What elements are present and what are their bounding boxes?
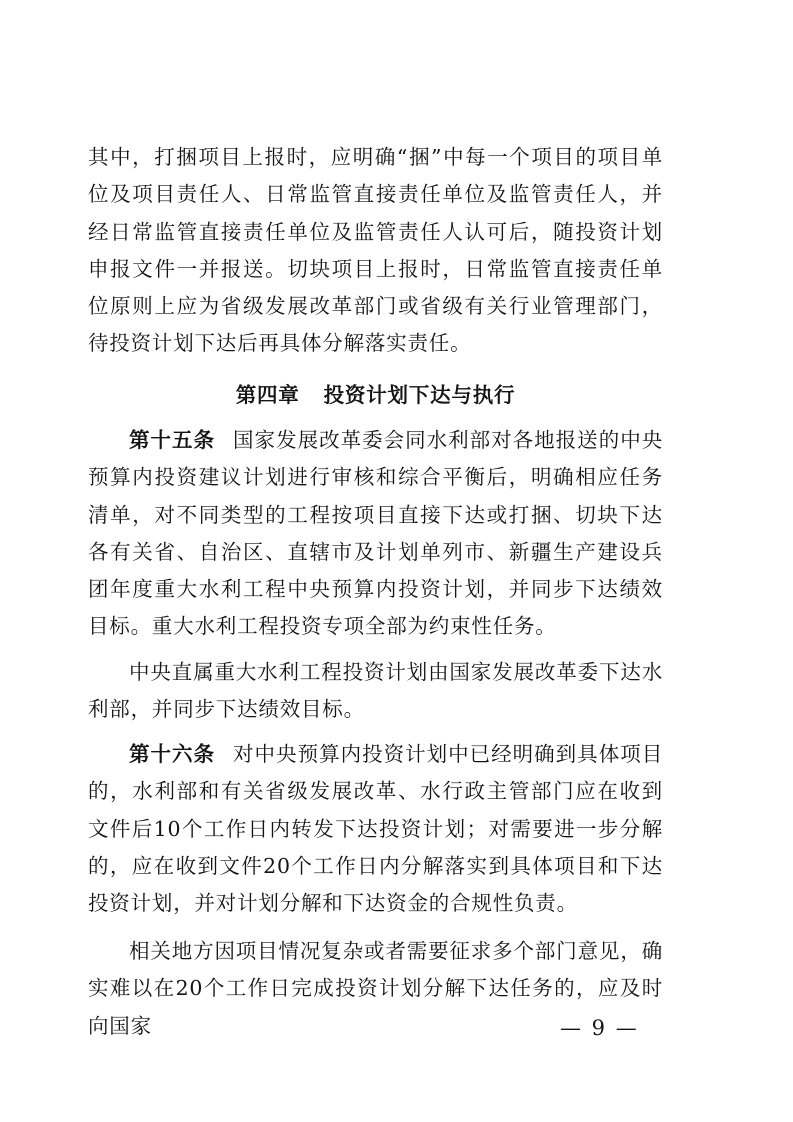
paragraph-central-projects: 中央直属重大水利工程投资计划由国家发展改革委下达水利部，并同步下达绩效目标。 [88, 660, 663, 722]
article-16-text: 对中央预算内投资计划中已经明确到具体项目的，水利部和有关省级发展改革、水行政主管部门应在收到文件后10个工作日内转发下达投资计划；对需要进一步分解的，应在收到文件20个工作日内分解落实到具体项目和下达投资计划，并对计划分解和下达资金的合规性负责。 [88, 742, 664, 916]
paragraph-bundled-projects: 其中，打捆项目上报时，应明确“捆”中每一个项目的项目单位及项目责任人、日常监管直接责任单位及监管责任人，并经日常监管直接责任单位及监管责任人认可后，随投资计划申报文件一并报送。切块项目上报时，日常监管直接责任单位原则上应为省级发展改革部门或省级有关行业管理部门，待投资计划下达后再具体分解落实责任。 [88, 145, 663, 356]
article-16 [88, 736, 663, 922]
chapter-heading [88, 378, 663, 408]
article-15-text: 国家发展改革委会同水利部对各地报送的中央预算内投资建议计划进行审核和综合平衡后，明确相应任务清单，对不同类型的工程按项目直接下达或打捆、切块下达各有关省、自治区、直辖市及计划单列市、新疆生产建设兵团年度重大水利工程中央预算内投资计划，并同步下达绩效目标。重大水利工程投资专项全部为约束性任务。 [88, 428, 664, 639]
chapter-title: 投资计划下达与执行 [323, 383, 516, 407]
article-15-label: 第十五条 [129, 428, 216, 452]
chapter-number: 第四章 [235, 383, 300, 407]
article-16-label: 第十六条 [129, 742, 216, 766]
page-number: — 9 — [560, 1016, 639, 1040]
paragraph-local-delay: 相关地方因项目情况复杂或者需要征求多个部门意见，确实难以在20个工作日完成投资计划分解下达任务的，应及时向国家 [88, 939, 663, 1038]
article-15 [88, 422, 663, 646]
